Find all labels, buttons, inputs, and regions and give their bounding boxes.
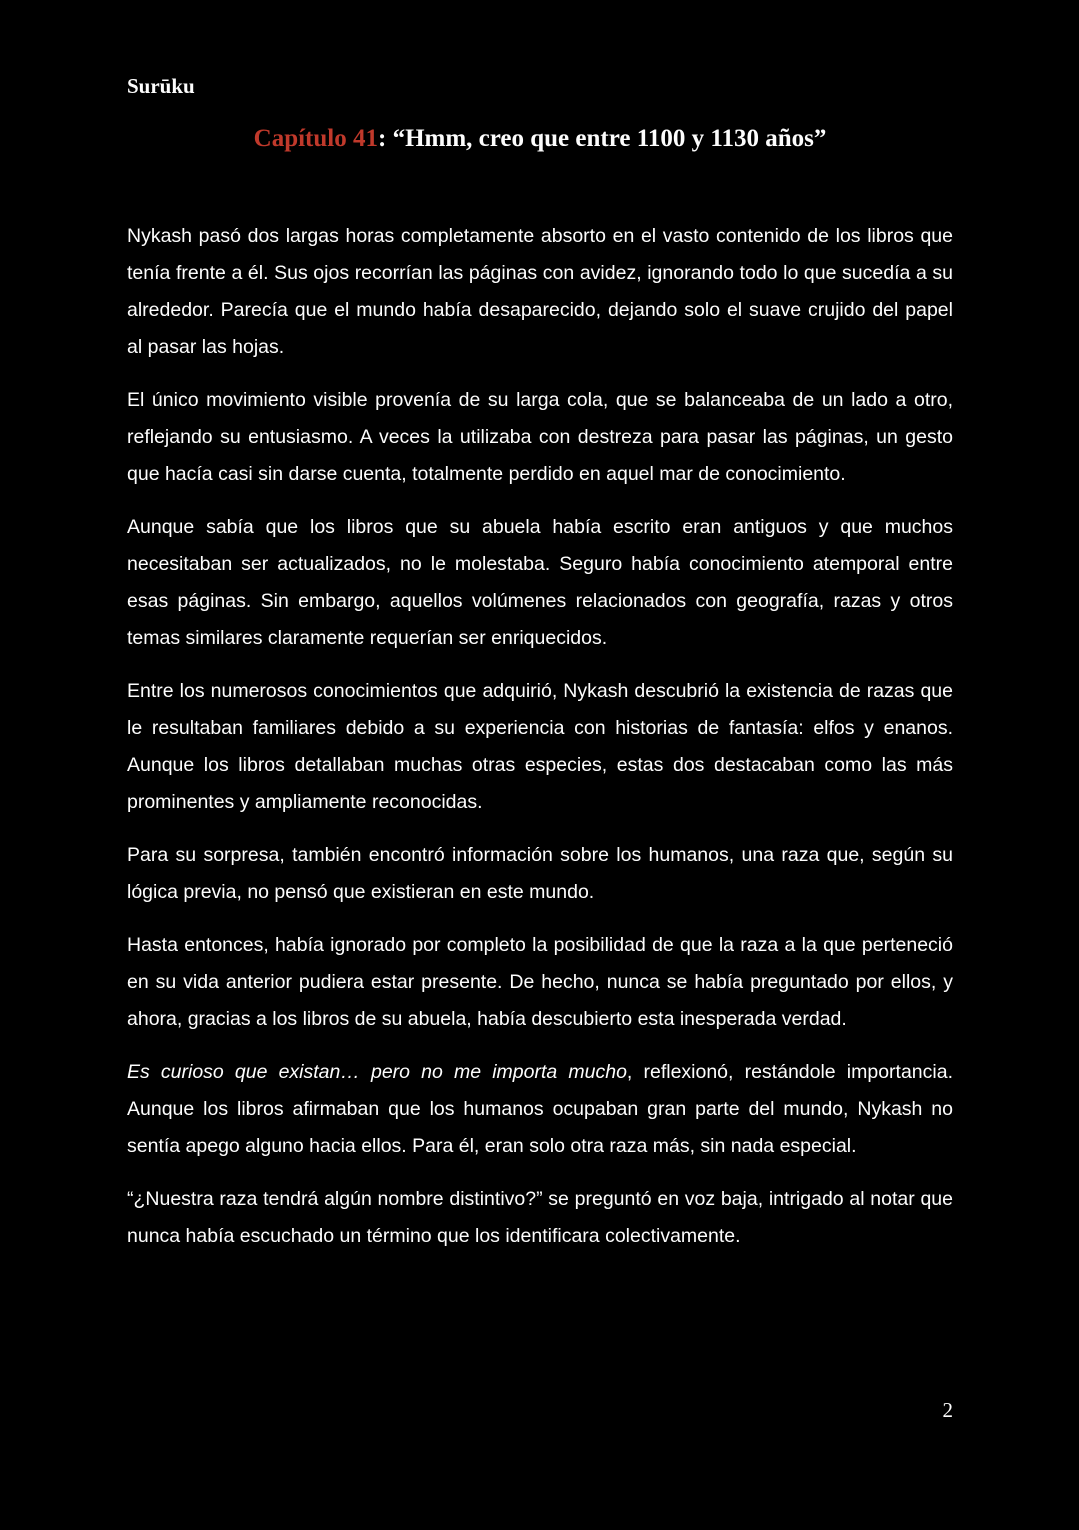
- page-number: 2: [942, 1398, 953, 1422]
- paragraph-2: El único movimiento visible provenía de su larga cola, que se balanceaba de un lado a otro, reflejando su entusiasmo. A veces la utilizaba con destreza para pasar las páginas, un gesto que hacía casi sin darse cuenta, totalmente perdido en aquel mar de conocimiento.: [127, 388, 953, 485]
- paragraph-4: Entre los numerosos conocimientos que adquirió, Nykash descubrió la existencia de razas que le resultaban familiares debido a su experiencia con historias de fantasía: elfos y enanos. Aunque los libros detallaban muchas otras especies, estas dos destacaban como las más prominentes y ampliamente reconocidas.: [127, 679, 953, 813]
- chapter-body: [127, 218, 953, 1255]
- paragraph-5: Para su sorpresa, también encontró información sobre los humanos, una raza que, según su lógica previa, no pensó que existieran en este mundo.: [127, 843, 953, 903]
- paragraph-6: Hasta entonces, había ignorado por completo la posibilidad de que la raza a la que perteneció en su vida anterior pudiera estar presente. De hecho, nunca se había preguntado por ellos, y ahora, gracias a los libros de su abuela, había descubierto esta inesperada verdad.: [127, 933, 953, 1030]
- book-title: Surūku: [127, 74, 195, 98]
- chapter-separator: :: [377, 125, 393, 153]
- paragraph-7: [127, 1054, 953, 1165]
- paragraph-1: Nykash pasó dos largas horas completamente absorto en el vasto contenido de los libros que tenía frente a él. Sus ojos recorrían las páginas con avidez, ignorando todo lo que sucedía a su alrededor. Parecía que el mundo había desaparecido, dejando solo el suave crujido del papel al pasar las hojas.: [127, 224, 953, 358]
- chapter-number-label: Capítulo 41: [253, 125, 378, 153]
- paragraph-3: Aunque sabía que los libros que su abuela había escrito eran antiguos y que muchos necesitaban ser actualizados, no le molestaba. Seguro había conocimiento atemporal entre esas páginas. Sin embargo, aquellos volúmenes relacionados con geografía, razas y otros temas similares claramente requerían ser enriquecidos.: [127, 515, 953, 649]
- chapter-title-text: “Hmm, creo que entre 1100 y 1130 años”: [392, 125, 827, 153]
- paragraph-8: “¿Nuestra raza tendrá algún nombre distintivo?” se preguntó en voz baja, intrigado al notar que nunca había escuchado un término que los identificara colectivamente.: [127, 1187, 953, 1247]
- paragraph-7-inner-thought: Es curioso que existan… pero no me importa mucho: [127, 1060, 627, 1083]
- chapter-heading: [127, 123, 953, 156]
- paragraph-7-narration: , reflexionó, restándole importancia. Aunque los libros afirmaban que los humanos ocupaban gran parte del mundo, Nykash no sentía apego alguno hacia ellos. Para él, eran solo otra raza más, sin nada especial.: [127, 1060, 954, 1157]
